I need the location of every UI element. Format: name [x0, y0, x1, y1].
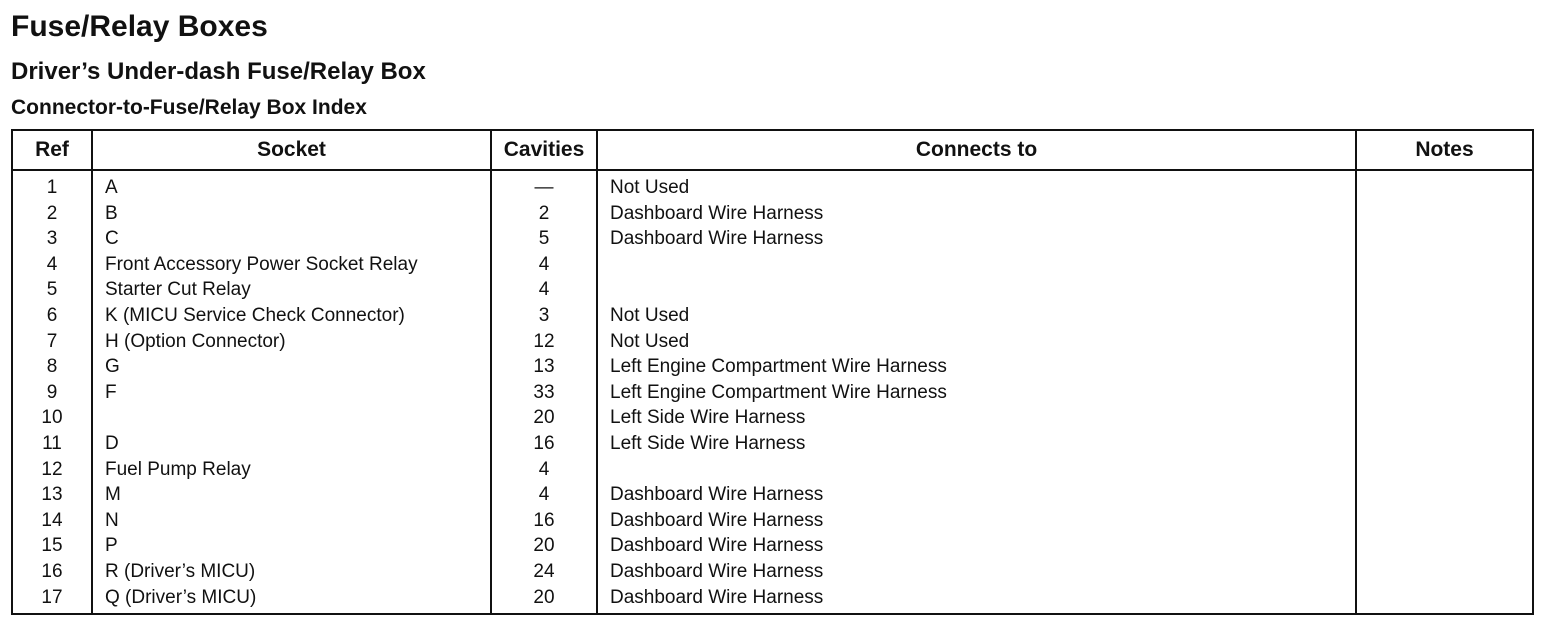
socket-cell: D [105, 432, 119, 454]
ref-cell: 17 [41, 586, 63, 608]
socket-cell: R (Driver’s MICU) [105, 560, 256, 582]
table-row [13, 559, 1532, 585]
notes-cell [1359, 226, 1529, 252]
table-row [13, 252, 1532, 278]
ref-cell: 13 [41, 484, 63, 506]
table-body [13, 175, 1532, 610]
table-row [13, 585, 1532, 611]
connects-to-cell: Not Used [610, 330, 690, 352]
connects-to-cell: Not Used [610, 177, 690, 198]
section-title: Connector-to-Fuse/Relay Box Index [11, 96, 367, 119]
header-connects-to: Connects to [915, 138, 1038, 161]
socket-cell: M [105, 484, 121, 506]
connects-to-cell: Not Used [610, 304, 690, 326]
ref-cell: 14 [41, 509, 63, 531]
header-ref: Ref [35, 138, 69, 161]
connects-to-cell: Dashboard Wire Harness [610, 586, 824, 608]
ref-cell: 16 [41, 560, 63, 582]
table-row [13, 457, 1532, 483]
cavities-cell: 3 [538, 304, 550, 326]
socket-cell: B [105, 202, 118, 224]
cavities-cell: 5 [538, 228, 550, 250]
cavities-cell: 20 [533, 586, 555, 608]
notes-cell [1359, 533, 1529, 559]
cavities-cell: 4 [538, 253, 550, 275]
connects-to-cell: Left Side Wire Harness [610, 407, 806, 429]
header-divider [13, 169, 1532, 171]
connector-index-table [11, 129, 1534, 615]
header-socket: Socket [257, 138, 326, 161]
connects-to-cell: Dashboard Wire Harness [610, 560, 824, 582]
ref-cell: 7 [46, 330, 58, 352]
connects-to-cell: Left Engine Compartment Wire Harness [610, 381, 947, 403]
socket-cell: H (Option Connector) [105, 330, 286, 352]
connects-to-cell [610, 457, 1350, 483]
notes-cell [1359, 559, 1529, 585]
connects-to-cell: Dashboard Wire Harness [610, 202, 824, 224]
ref-cell: 11 [42, 432, 62, 454]
ref-cell: 3 [46, 228, 58, 250]
table-row [13, 380, 1532, 406]
ref-cell: 10 [41, 407, 63, 429]
notes-cell [1359, 175, 1529, 201]
cavities-cell: 20 [533, 407, 555, 429]
table-row [13, 508, 1532, 534]
ref-cell: 9 [46, 381, 58, 403]
table-row [13, 431, 1532, 457]
cavities-cell: 24 [533, 560, 555, 582]
cavities-cell: 12 [533, 330, 555, 352]
cavities-cell: 20 [533, 535, 555, 557]
ref-cell: 4 [46, 253, 58, 275]
socket-cell: Starter Cut Relay [105, 279, 251, 301]
socket-cell: A [105, 177, 118, 198]
socket-cell: C [105, 228, 119, 250]
ref-cell: 15 [41, 535, 63, 557]
page-title: Fuse/Relay Boxes [11, 10, 268, 43]
connects-to-cell: Left Engine Compartment Wire Harness [610, 356, 947, 378]
connects-to-cell [610, 277, 1350, 303]
notes-cell [1359, 303, 1529, 329]
connects-to-cell: Left Side Wire Harness [610, 432, 806, 454]
connects-to-cell: Dashboard Wire Harness [610, 484, 824, 506]
socket-cell: Fuel Pump Relay [105, 458, 251, 480]
cavities-cell: 4 [538, 279, 550, 301]
cavities-cell: 2 [538, 202, 550, 224]
socket-cell: P [105, 535, 118, 557]
connects-to-cell: Dashboard Wire Harness [610, 228, 824, 250]
notes-cell [1359, 431, 1529, 457]
table-row [13, 175, 1532, 201]
ref-cell: 6 [46, 304, 58, 326]
connects-to-cell: Dashboard Wire Harness [610, 535, 824, 557]
cavities-cell: 4 [538, 484, 550, 506]
table-row [13, 201, 1532, 227]
header-notes: Notes [1415, 138, 1474, 161]
notes-cell [1359, 277, 1529, 303]
table-row [13, 405, 1532, 431]
notes-cell [1359, 380, 1529, 406]
table-row [13, 226, 1532, 252]
table-row [13, 482, 1532, 508]
cavities-cell: — [534, 177, 554, 198]
connects-to-cell [610, 252, 1350, 278]
notes-cell [1359, 405, 1529, 431]
connects-to-cell: Dashboard Wire Harness [610, 509, 824, 531]
socket-cell: Front Accessory Power Socket Relay [105, 253, 418, 275]
table-row [13, 303, 1532, 329]
table-row [13, 329, 1532, 355]
ref-cell: 5 [46, 279, 58, 301]
notes-cell [1359, 585, 1529, 611]
socket-cell [105, 405, 485, 431]
notes-cell [1359, 329, 1529, 355]
socket-cell: K (MICU Service Check Connector) [105, 304, 405, 326]
ref-cell: 8 [46, 356, 58, 378]
ref-cell: 1 [46, 177, 58, 198]
notes-cell [1359, 201, 1529, 227]
notes-cell [1359, 482, 1529, 508]
socket-cell: Q (Driver’s MICU) [105, 586, 257, 608]
page-subtitle: Driver’s Under-dash Fuse/Relay Box [11, 58, 426, 85]
header-cavities: Cavities [503, 138, 585, 161]
notes-cell [1359, 457, 1529, 483]
ref-cell: 12 [41, 458, 63, 480]
table-row [13, 533, 1532, 559]
notes-cell [1359, 354, 1529, 380]
cavities-cell: 13 [533, 356, 555, 378]
ref-cell: 2 [46, 202, 58, 224]
cavities-cell: 16 [533, 432, 555, 454]
table-row [13, 354, 1532, 380]
cavities-cell: 33 [533, 381, 555, 403]
socket-cell: N [105, 509, 119, 531]
notes-cell [1359, 252, 1529, 278]
table-row [13, 277, 1532, 303]
socket-cell: F [105, 381, 117, 403]
notes-cell [1359, 508, 1529, 534]
socket-cell: G [105, 356, 120, 378]
cavities-cell: 4 [538, 458, 550, 480]
cavities-cell: 16 [533, 509, 555, 531]
